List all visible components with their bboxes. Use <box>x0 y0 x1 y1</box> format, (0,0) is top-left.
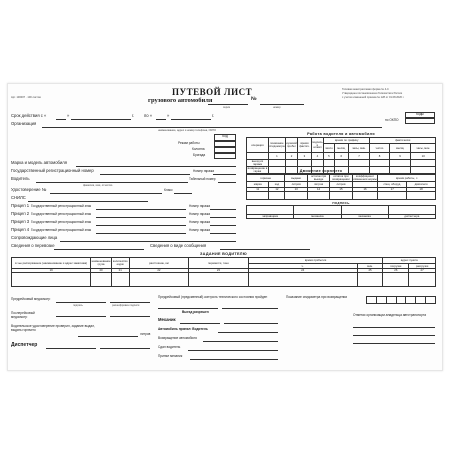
task-cell[interactable] <box>409 273 436 287</box>
wt-cell[interactable] <box>286 160 298 167</box>
wt-num-8: 8 <box>370 153 389 160</box>
ft-sub-5: литров <box>330 182 352 188</box>
tab-number-label: Табельный номер <box>189 177 216 181</box>
class-label: Класс <box>164 188 173 192</box>
exit-allowed-label: Выезд разрешен <box>182 310 209 314</box>
validity-by-label: по « <box>144 113 153 118</box>
license-line[interactable] <box>50 193 162 194</box>
wt-zero-run: нулевой пробег <box>286 138 298 153</box>
wt-num-10: 10 <box>411 153 436 160</box>
wt-plan: время по графику <box>324 138 370 144</box>
ft-cell[interactable] <box>353 192 379 200</box>
number-caption: номер <box>273 106 281 109</box>
ft-sub-2: код <box>269 182 285 188</box>
pre-trip-line[interactable] <box>56 302 106 303</box>
snils-line[interactable] <box>28 201 148 202</box>
work-table-title: Работа водителя и автомобиля <box>307 132 375 136</box>
message-type-line[interactable] <box>220 249 310 250</box>
trailer-1-garage-line[interactable] <box>210 209 236 210</box>
task-num-21: 21 <box>112 269 130 273</box>
article-label: Арт. 130007 · 100 листов <box>11 96 41 99</box>
ft-num-16: 16 <box>353 188 379 192</box>
ft-remain-out: остаток при выезде <box>308 175 330 182</box>
wt-sub-4: число <box>370 144 389 153</box>
mechanic-decode-line[interactable] <box>224 323 278 324</box>
wt-cell[interactable] <box>324 160 335 167</box>
fuel-amount-line[interactable] <box>78 336 138 337</box>
wt-num-3: 3 <box>298 153 312 160</box>
trailer-2-garage-line[interactable] <box>210 217 236 218</box>
task-sub-min: мин. <box>358 264 384 269</box>
trailer-3-garage-line[interactable] <box>210 225 236 226</box>
number-line[interactable] <box>260 104 304 105</box>
validity-quote-1: » <box>67 113 70 118</box>
task-num-24: 24 <box>249 269 358 273</box>
task-num-26: 26 <box>383 269 409 273</box>
trailer-2-reg-line[interactable] <box>96 217 186 218</box>
org-line[interactable] <box>42 127 382 128</box>
tech-check-sign-line[interactable] <box>158 308 218 309</box>
ft-remain-in: остаток при возвращении <box>330 175 352 182</box>
odometer-digit[interactable] <box>377 297 387 304</box>
ft-cell[interactable] <box>407 192 436 200</box>
work-mode-label: Режим работы <box>178 141 200 145</box>
received-line[interactable] <box>190 359 278 360</box>
driver-caption: фамилия, имя, отчество <box>83 184 113 187</box>
dispatcher-sign-line[interactable] <box>46 348 96 349</box>
task-cell[interactable] <box>112 273 130 287</box>
column-label: Колонна <box>192 147 205 151</box>
trailer-4-reg-line[interactable] <box>96 233 186 234</box>
task-customer: в чье распоряжение (наименование и адрес заказчика) <box>12 258 91 269</box>
fuel-sign-title: ПОДПИСЬ <box>332 201 350 205</box>
validity-from-month[interactable] <box>71 119 131 120</box>
ft-cell[interactable] <box>308 192 330 200</box>
wt-row-out-label: выезд из гаража <box>247 160 269 167</box>
ft-num-18: 18 <box>407 188 436 192</box>
trailer-4-label: Прицеп 4 <box>11 227 30 232</box>
pre-trip-label: Предрейсовый медосмотр <box>11 297 51 301</box>
return-label: Возвращение автомобиля <box>158 336 197 340</box>
wt-num-2: 2 <box>286 153 298 160</box>
post-trip-label: Послерейсовый медосмотр <box>11 311 35 319</box>
wt-num-7: 7 <box>349 153 371 160</box>
trailer-2-label: Прицеп 2 <box>11 211 30 216</box>
validity-to-month[interactable] <box>171 119 211 120</box>
ft-cell[interactable] <box>285 192 307 200</box>
return-line[interactable] <box>203 341 278 342</box>
odometer-label: Показание спидометра при возвращении <box>286 295 348 299</box>
odometer-digit[interactable] <box>406 297 416 304</box>
odometer-digit[interactable] <box>416 297 426 304</box>
car-accepted-label: Автомобиль принял: Водитель <box>158 327 208 331</box>
okpo-code-box[interactable] <box>405 118 435 124</box>
trailer-3-label: Прицеп 3 <box>11 219 30 224</box>
odometer-digit[interactable] <box>367 297 377 304</box>
form-note-1: Типовая межотраслевая форма № 4-С <box>342 88 389 91</box>
fuel-table <box>246 174 436 200</box>
wt-cell[interactable] <box>390 160 412 167</box>
series-line[interactable] <box>208 104 248 105</box>
task-num-19: 19 <box>12 269 91 273</box>
wt-sub-1: число <box>324 144 335 153</box>
code-header-label: Код <box>222 134 228 138</box>
task-sub-load: погрузки <box>383 264 409 269</box>
wt-num-9: 9 <box>390 153 412 160</box>
fuel-table-title: Движение горючего <box>299 169 343 173</box>
validity-label: Срок действия с « <box>11 113 47 118</box>
form-title: ПУТЕВОЙ ЛИСТ <box>172 87 253 97</box>
ft-brand: горючее <box>247 175 285 182</box>
garage-number-label: Номер гаража <box>193 169 215 173</box>
ft-cell[interactable] <box>247 192 269 200</box>
fuel-sign-mechanic-1: механика <box>294 215 341 219</box>
reg-number-line[interactable] <box>100 174 190 175</box>
ft-sub-7: спец. оборуд. <box>378 182 407 188</box>
driver-label: Водитель <box>11 176 30 181</box>
ft-num-13: 13 <box>285 188 307 192</box>
number-sign: № <box>251 96 257 102</box>
trailer-2-reg: Государственный регистрационный знак <box>31 212 92 216</box>
task-cell[interactable] <box>91 273 112 287</box>
task-num-20: 20 <box>91 269 112 273</box>
wt-cell[interactable] <box>411 160 436 167</box>
wt-cell[interactable] <box>349 160 371 167</box>
form-note-3: с учетом изменений приказа № 128 от 01.08.2020 г. <box>342 96 405 99</box>
ft-special: время работы, ч <box>378 175 436 182</box>
odometer-digit[interactable] <box>397 297 407 304</box>
wt-cell[interactable] <box>335 160 349 167</box>
wt-num-5: 5 <box>324 153 335 160</box>
ft-coef: коэффициент изменения нормы <box>353 174 377 181</box>
wt-sub-5: месяц <box>390 144 412 153</box>
task-num-27: 27 <box>409 269 436 273</box>
validity-from-day[interactable] <box>56 119 66 120</box>
form-subtitle: грузового автомобиля <box>148 97 213 104</box>
validity-year-1: г. <box>132 113 135 118</box>
wt-sub-6: часы, мин. <box>411 144 436 153</box>
ft-sub-1: марка <box>247 182 269 188</box>
task-cell[interactable] <box>12 273 91 287</box>
ft-issued: выдано <box>285 175 307 182</box>
escort-line[interactable] <box>60 241 236 242</box>
task-tons: перевезти, тонн <box>189 258 248 269</box>
task-cell[interactable] <box>358 273 384 287</box>
handed-line[interactable] <box>188 350 278 351</box>
task-table <box>11 257 436 287</box>
mechanic-sign-line[interactable] <box>180 323 220 324</box>
odometer-digit[interactable] <box>426 297 436 304</box>
license-check-label: Водительское удостоверение проверил, задание выдал, выдать горючего <box>11 324 95 332</box>
wt-cell[interactable] <box>312 160 324 167</box>
ft-num-17: 17 <box>378 188 407 192</box>
ft-sub-4: литров <box>308 182 330 188</box>
ft-cell[interactable] <box>330 192 352 200</box>
tracker-label: Отметки организации-владельца автотранспорта <box>353 313 427 317</box>
post-trip-line[interactable] <box>56 316 106 317</box>
task-num-22: 22 <box>130 269 189 273</box>
vehicle-brand-label: Марка и модель автомобиля <box>11 160 67 165</box>
wt-num-4: 4 <box>312 153 324 160</box>
message-type-label: Сведения о виде сообщения <box>150 243 207 248</box>
wt-sub-2: месяц <box>335 144 349 153</box>
pre-trip-decode-line[interactable] <box>110 302 150 303</box>
tech-check-decode-line[interactable] <box>222 308 278 309</box>
form-note-2: Утверждена постановлением Госкомстата России <box>342 92 403 95</box>
validity-to-day[interactable] <box>156 119 166 120</box>
codes-label: Коды <box>416 112 424 116</box>
task-cargo: наименование груза <box>91 258 112 269</box>
vehicle-brand-line[interactable] <box>76 166 236 167</box>
wt-time: время фактич. <box>298 138 312 153</box>
ft-num-15: 15 <box>330 188 352 192</box>
wt-operation: операция <box>247 138 269 153</box>
post-trip-decode-line[interactable] <box>110 316 150 317</box>
series-caption: серия <box>223 106 231 109</box>
wt-cell[interactable] <box>370 160 389 167</box>
brigade-box[interactable] <box>214 153 236 159</box>
snils-label: СНИЛС <box>11 195 26 200</box>
wt-fact: фактически <box>370 138 436 144</box>
ft-num-14: 14 <box>308 188 330 192</box>
ft-num-11: 11 <box>247 188 269 192</box>
ft-sub-8: двигателя <box>407 182 436 188</box>
license-label: Удостоверение № <box>11 187 47 192</box>
odometer-boxes[interactable] <box>366 296 436 304</box>
handed-label: Сдал водитель <box>158 345 181 349</box>
mechanic-label: Механик <box>158 317 176 322</box>
tab-number-line[interactable] <box>218 182 236 183</box>
task-arrival: время прибытия <box>249 258 384 264</box>
org-label: Организация <box>11 121 37 126</box>
pre-trip-caption-sign: подпись <box>73 304 83 307</box>
trailer-4-garage: Номер гаража <box>189 228 211 232</box>
code-header-box <box>214 134 236 141</box>
wt-sub-3: часы, мин. <box>349 144 371 153</box>
trailer-1-garage: Номер гаража <box>189 204 211 208</box>
task-title: ЗАДАНИЕ ВОДИТЕЛЮ <box>200 252 247 256</box>
transport-info-line[interactable] <box>54 249 144 250</box>
transport-info-label: Сведения о перевозке <box>11 243 55 248</box>
trailer-1-reg: Государственный регистрационный знак <box>31 204 92 208</box>
trailer-4-reg: Государственный регистрационный знак <box>31 228 92 232</box>
org-caption: наименование, адрес и номер телефона, ОКПО <box>158 129 217 132</box>
wt-num-1: 1 <box>269 153 286 160</box>
ft-sub-3: литров <box>285 182 307 188</box>
task-cell[interactable] <box>383 273 409 287</box>
car-accepted-line[interactable] <box>218 332 278 333</box>
task-sub-unload: разгрузки <box>409 264 436 269</box>
fuel-sign-refueler: заправщика <box>247 215 294 219</box>
tech-check-label: Предрейсовый (предсменный) контроль технического состояния пройден <box>158 295 268 299</box>
odometer-digit[interactable] <box>387 297 397 304</box>
validity-quote-2: » <box>167 113 170 118</box>
wt-cell[interactable] <box>298 160 312 167</box>
trailer-3-reg: Государственный регистрационный знак <box>31 220 92 224</box>
liters-label: литров <box>140 332 151 336</box>
task-address: адрес пункта <box>383 258 436 264</box>
trailer-1-label: Прицеп 1 <box>11 203 30 208</box>
wt-speedometer: показание спидометра <box>269 138 286 153</box>
wt-num-6: 6 <box>335 153 349 160</box>
task-cell[interactable] <box>130 273 189 287</box>
dispatcher-decode-line[interactable] <box>100 348 150 349</box>
waybill-sheet <box>7 83 443 371</box>
task-trips: количество ездок <box>112 258 130 269</box>
trailer-3-reg-line[interactable] <box>96 225 186 226</box>
wt-sign: подпись и штамп <box>312 138 324 153</box>
tracker-line-1[interactable] <box>353 327 435 328</box>
wt-row-in-label: возвращение в гараж <box>247 166 268 173</box>
wt-cell[interactable] <box>411 167 436 174</box>
fuel-sign-mechanic-2: механика <box>342 215 389 219</box>
dispatcher-label: Диспетчер <box>11 342 38 348</box>
task-num-25: 25 <box>358 269 384 273</box>
wt-cell[interactable] <box>269 160 286 167</box>
ft-cell[interactable] <box>378 192 407 200</box>
task-sub-h: ч. <box>249 264 358 269</box>
fuel-sign-table <box>246 205 436 219</box>
reg-number-label: Государственный регистрационный номер <box>11 168 94 173</box>
class-line[interactable] <box>174 193 192 194</box>
ft-num-12: 12 <box>269 188 285 192</box>
tracker-line-3[interactable] <box>353 343 435 344</box>
escort-label: Сопровождающие лица <box>11 235 58 240</box>
trailer-2-garage: Номер гаража <box>189 212 211 216</box>
validity-year-2: г. <box>212 113 215 118</box>
trailer-1-reg-line[interactable] <box>96 209 186 210</box>
task-num-23: 23 <box>189 269 248 273</box>
tracker-line-2[interactable] <box>353 335 435 336</box>
ft-cell[interactable] <box>269 192 285 200</box>
trailer-4-garage-line[interactable] <box>210 233 236 234</box>
fuel-sign-dispatcher: диспетчера <box>389 215 436 219</box>
task-cell[interactable] <box>189 273 248 287</box>
task-distance: расстояние, км <box>130 258 189 269</box>
garage-number-line[interactable] <box>213 174 236 175</box>
received-label: Принял механик <box>158 354 183 358</box>
brigade-label: Бригада <box>193 153 206 157</box>
trailer-3-garage: Номер гаража <box>189 220 211 224</box>
driver-line[interactable] <box>36 182 188 183</box>
task-cell[interactable] <box>249 273 358 287</box>
okpo-label: по ОКПО <box>385 118 399 122</box>
pre-trip-caption-decode: расшифровка подписи <box>112 304 140 307</box>
